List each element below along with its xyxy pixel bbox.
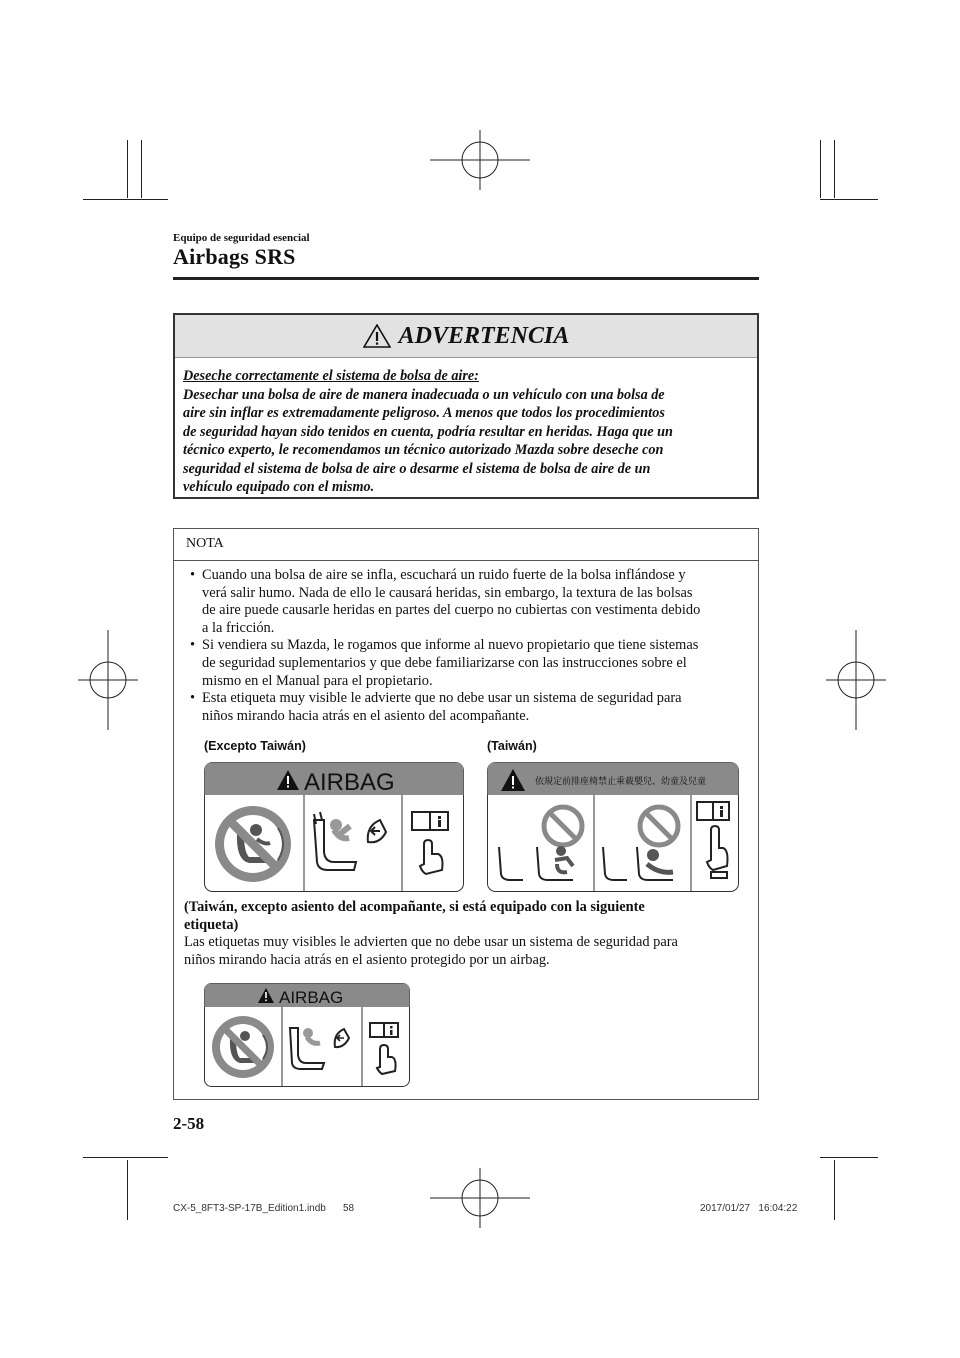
taiwan-heading: etiqueta) (184, 916, 239, 933)
taiwan-body: niños mirando hacia atrás en el asiento protegido por un airbag. (184, 951, 550, 968)
footer-timestamp: 2017/01/27 16:04:22 (700, 1203, 798, 1214)
note-title: NOTA (174, 529, 758, 561)
note-bullets (184, 567, 744, 725)
taiwan-note (184, 899, 744, 969)
note-line: Si vendiera su Mazda, le rogamos que informe al nuevo propietario que tiene sistemas (202, 637, 699, 654)
warning-box (173, 313, 759, 499)
registration-mark-bottom (430, 1168, 530, 1228)
note-bullet: • Cuando una bolsa de aire se infla, escuchará un ruido fuerte de la bolsa inflándose y verá salir humo. Nada de ello le causará heridas, sin embargo, la textura de las bolsas de aire puede causarle heridas en partes del cuerpo no cubiertas con vestimenta debido a la fricción. (184, 567, 744, 637)
label-taiwan: (Taiwán) (487, 739, 537, 753)
warning-triangle-icon (363, 324, 391, 348)
footer-page: 58 (343, 1203, 355, 1214)
registration-mark-top (430, 130, 530, 190)
taiwan-body: Las etiquetas muy visibles le advierten que no debe usar un sistema de seguridad para (184, 934, 678, 951)
airbag-warning-label-small (204, 983, 410, 1087)
warning-line: aire sin inflar es extremadamente peligroso. A menos que todos los procedimientos (183, 405, 665, 421)
note-line: verá salir humo. Nada de ello le causará heridas, sin embargo, la textura de las bolsas (202, 584, 693, 601)
note-line: Cuando una bolsa de aire se infla, escuchará un ruido fuerte de la bolsa inflándose y (202, 567, 686, 583)
note-box (173, 528, 759, 1100)
note-line: niños mirando hacia atrás en el asiento del acompañante. (202, 707, 530, 724)
airbag-word-small: AIRBAG (279, 988, 344, 1007)
page-number: 2-58 (173, 1114, 205, 1133)
warning-line: vehículo equipado con el mismo. (183, 479, 375, 495)
taiwan-chinese-text: 依規定前排座椅禁止乘載嬰兒、幼童及兒童 (535, 777, 707, 787)
taiwan-heading: (Taiwán, excepto asiento del acompañante, si está equipado con la siguiente (184, 899, 645, 915)
label-except-taiwan: (Excepto Taiwán) (204, 739, 306, 753)
note-line: de seguridad suplementarios y que debe familiarizarse con las instrucciones sobre el (202, 654, 687, 671)
warning-title: ADVERTENCIA (398, 322, 570, 349)
warning-line: seguridad el sistema de bolsa de aire o desarme el sistema de bolsa de aire de un (183, 460, 651, 477)
warning-line: Desechar una bolsa de aire de manera inadecuada o un vehículo con una bolsa de (183, 386, 665, 403)
warning-body (175, 358, 757, 497)
note-line: a la fricción. (202, 619, 275, 636)
warning-line: de seguridad hayan sido tenidos en cuenta, podría resultar en heridas. Haga que un (183, 423, 673, 440)
note-line: de aire puede causarle heridas en partes del cuerpo no cubiertas con vestimenta debido (202, 602, 701, 619)
airbag-warning-label (204, 762, 464, 892)
note-bullet: • Esta etiqueta muy visible le advierte que no debe usar un sistema de seguridad para niños mirando hacia atrás en el asiento del acompañante. (184, 690, 744, 725)
footer-file: CX-5_8FT3-SP-17B_Edition1.indb (173, 1203, 326, 1214)
title-rule (173, 277, 759, 280)
note-bullet: • Si vendiera su Mazda, le rogamos que informe al nuevo propietario que tiene sistemas de seguridad suplementarios y que debe familiarizarse con las instrucciones sobre el mismo en el Manual para el propietario. (184, 637, 744, 690)
section-title: Equipo de seguridad esencial (173, 232, 310, 244)
registration-mark-right (826, 630, 886, 730)
airbag-word: AIRBAG (304, 769, 395, 796)
note-line: mismo en el Manual para el propietario. (202, 672, 433, 689)
taiwan-warning-label (487, 762, 739, 892)
warning-heading: Deseche correctamente el sistema de bolsa de aire: (183, 368, 479, 384)
page-title: Airbags SRS (173, 244, 296, 269)
registration-mark-left (78, 630, 138, 730)
note-line: Esta etiqueta muy visible le advierte que no debe usar un sistema de seguridad para (202, 690, 682, 707)
warning-header (175, 315, 757, 358)
warning-line: técnico experto, le recomendamos un técnico autorizado Mazda sobre deseche con (183, 442, 664, 458)
